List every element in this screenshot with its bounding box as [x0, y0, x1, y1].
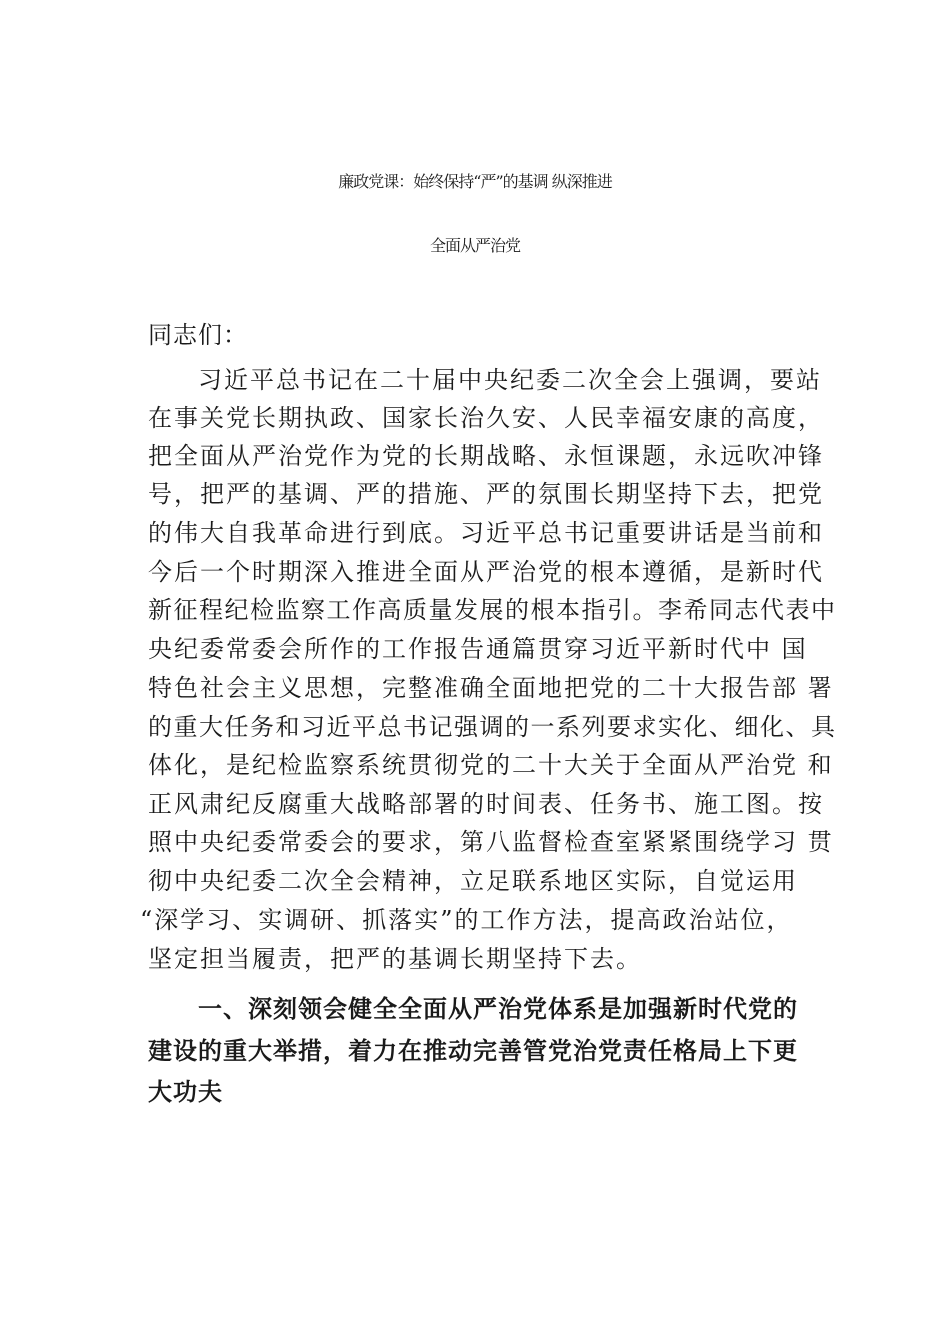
- document-title-line-1: 廉政党课：始终保持“严”的基调 纵深推进: [338, 172, 612, 191]
- body-line: 的重大任务和习近平总书记强调的一系列要求实化、细化、具: [148, 713, 837, 741]
- section-heading-line: 建设的重大举措，着力在推动完善管党治党责任格局上下更: [148, 1037, 798, 1065]
- body-line: 今后一个时期深入推进全面从严治党的根本遵循，是新时代: [148, 558, 824, 586]
- body-line: 新征程纪检监察工作高质量发展的根本指引。李希同志代表中: [148, 596, 837, 624]
- body-line: 体化，是纪检监察系统贯彻党的二十大关于全面从严治党 和: [148, 751, 834, 779]
- body-line: “深学习、实调研、抓落实”的工作方法，提高政治站位，: [140, 906, 793, 934]
- body-line: 央纪委常委会所作的工作报告通篇贯穿习近平新时代中 国: [148, 635, 808, 663]
- body-line: 彻中央纪委二次全会精神，立足联系地区实际，自觉运用: [148, 867, 798, 895]
- body-line: 照中央纪委常委会的要求，第八监督检查室紧紧围绕学习 贯: [148, 828, 834, 856]
- body-line: 坚定担当履责，把严的基调长期坚持下去。: [148, 945, 642, 973]
- body-line: 正风肃纪反腐重大战略部署的时间表、任务书、施工图。按: [148, 790, 824, 818]
- section-heading-line: 大功夫: [148, 1078, 223, 1106]
- body-line: 习近平总书记在二十届中央纪委二次全会上强调，要站: [198, 366, 822, 394]
- section-heading-line: 一、深刻领会健全全面从严治党体系是加强新时代党的: [198, 995, 798, 1023]
- body-line: 在事关党长期执政、国家长治久安、人民幸福安康的高度，: [148, 404, 824, 432]
- salutation: 同志们：: [148, 321, 248, 349]
- body-line: 的伟大自我革命进行到底。习近平总书记重要讲话是当前和: [148, 519, 824, 547]
- body-line: 特色社会主义思想，完整准确全面地把党的二十大报告部 署: [148, 674, 834, 702]
- document-title-line-2: 全面从严治党: [429, 236, 520, 255]
- body-line: 把全面从严治党作为党的长期战略、永恒课题，永远吹冲锋: [148, 442, 824, 470]
- body-line: 号，把严的基调、严的措施、严的氛围长期坚持下去，把党: [148, 480, 824, 508]
